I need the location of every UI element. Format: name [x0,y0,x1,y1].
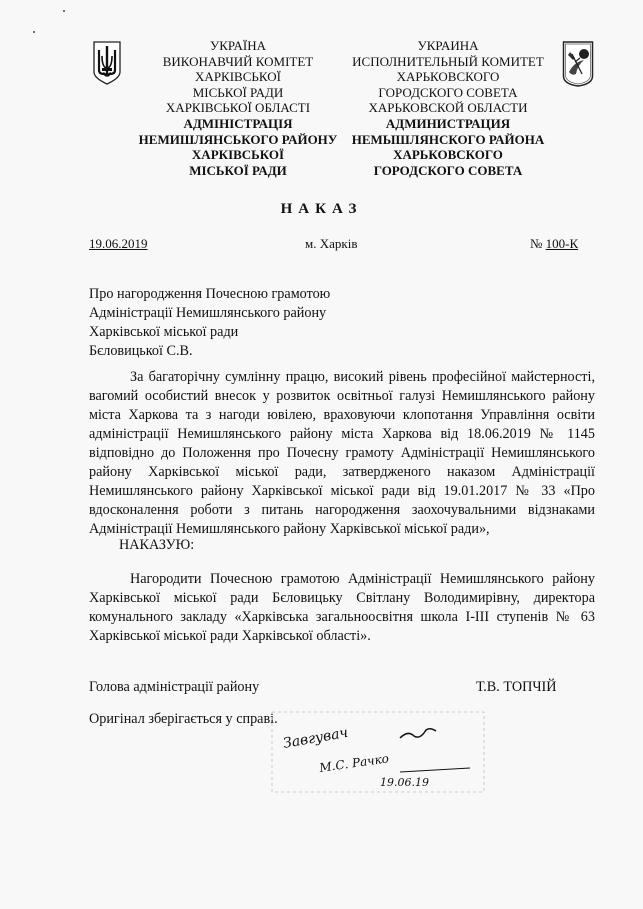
order-paragraph: Нагородити Почесною грамотою Адміністрації Немишлянського району Харківської міської ради Бєловицьку Світлану Володимирівну, директора комунального закладу «Харківська загальноосвітня школа І-ІІІ ступенів № 63 Харківської міської ради Харківської області». [89,571,595,644]
header-left-ukrainian [133,38,343,178]
header-line: ХАРЬКОВСКОЙ ОБЛАСТИ [368,100,528,116]
handwritten-line1: Завгувач [281,724,350,752]
document-place: м. Харків [305,236,358,251]
header-line: ИСПОЛНИТЕЛЬНЫЙ КОМИТЕТ [352,53,544,69]
header-line: ХАРКІВСЬКОЇ [195,69,281,85]
header-bold-line: ГОРОДСКОГО СОВЕТА [373,162,523,178]
header-bold-line: ХАРЬКОВСКОГО [393,147,503,163]
document-title: НАКАЗ [280,201,363,217]
header-line: МІСЬКОЇ РАДИ [192,84,284,100]
scan-speck [63,10,65,12]
signature-scribble [400,729,436,738]
subject-line: Адміністрації Немишлянського району [89,305,327,321]
header-bold-line: АДМІНІСТРАЦІЯ [183,115,293,131]
document-subject [89,285,330,361]
header-line: УКРАЇНА [210,38,266,53]
original-note: Оригінал зберігається у справі. [89,711,278,727]
number-value: 100-К [545,236,579,251]
ukraine-trident-emblem [92,40,122,91]
kharkiv-city-emblem [562,40,594,93]
signer-name: Т.В. ТОПЧІЙ [476,679,557,695]
subject-line: Бєловицької С.В. [89,343,193,359]
header-bold-line: НЕМИШЛЯНСЬКОГО РАЙОНУ [138,131,338,147]
handwritten-date: 19.06.19 [380,776,429,789]
document-date: 19.06.2019 [89,236,148,251]
scan-speck [33,31,35,33]
subject-line: Харківської міської ради [89,324,239,340]
handwritten-line2: М.С. Рачко [318,751,390,775]
header-right-russian [343,38,553,178]
header-line: ХАРЬКОВСКОГО [396,69,500,85]
preamble-paragraph: За багаторічну сумлінну працю, високий рівень професійної майстерності, вагомий особистий внесок у розвиток освітньої галузі Немишлянського району міста Харкова та з нагоди ювілею, враховуючи клопотання Управління освіти адміністрації Немишлянського району міста Харкова від 18.06.2019 № 1145 відповідно до Положення про Почесну грамоту Адміністрації Немишлянського району Харківської міської ради, затвердженого наказом Адміністрації Немишлянського району Харківської міської ради від 19.01.2017 № 33 «Про вдосконалення роботи з питань нагородження заохочувальними відзнаками Адміністрації Немишлянського району Харківської міської ради», [89,369,595,537]
header-bold-line: ХАРКІВСЬКОЇ [191,147,285,163]
header-bold-line: АДМИНИСТРАЦИЯ [385,115,511,131]
order-keyword: НАКАЗУЮ: [119,537,195,553]
number-sign: № [530,236,543,251]
header-bold-line: МІСЬКОЇ РАДИ [189,162,287,178]
subject-line: Про нагородження Почесною грамотою [89,286,331,302]
header-bold-line: НЕМЫШЛЯНСКОГО РАЙОНА [351,131,545,147]
header-line: ВИКОНАВЧИЙ КОМІТЕТ [162,53,314,69]
document-number [530,236,578,252]
header-line: УКРАИНА [417,38,479,53]
handwritten-certification [270,708,490,803]
header-line: ГОРОДСКОГО СОВЕТА [378,84,518,100]
header-line: ХАРКІВСЬКОЇ ОБЛАСТІ [165,100,311,116]
signer-position: Голова адміністрації району [89,679,260,695]
handwritten-underline [400,768,470,772]
